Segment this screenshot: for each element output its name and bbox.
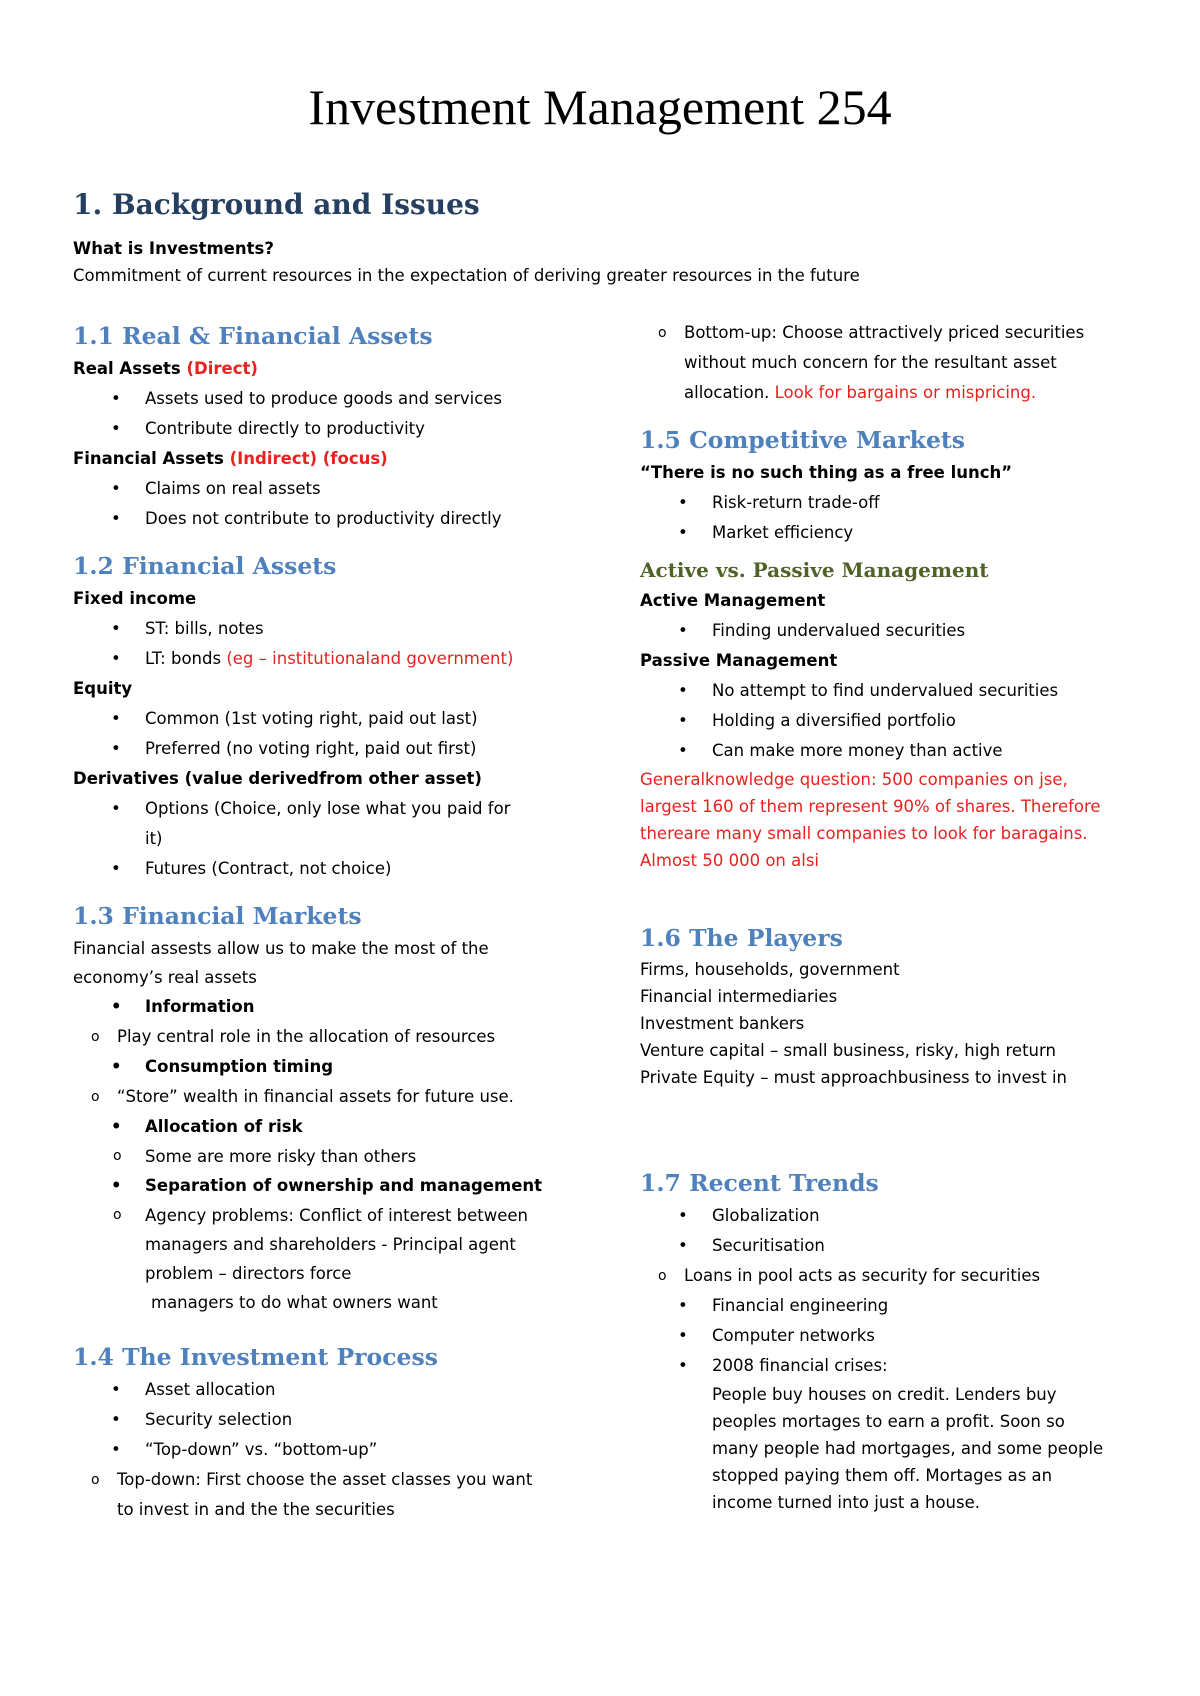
section-heading: 1.2 Financial Assets <box>73 552 337 580</box>
sub-list-item: o Agency problems: Conflict of interest between managers and shareholders - Principal agent problem – directors force <box>73 1201 555 1288</box>
list-item: • Preferred (no voting right, paid out first) <box>73 734 593 764</box>
equity-label: Equity <box>73 679 133 698</box>
list-item: • Risk-return trade-off <box>640 488 1140 518</box>
sub-list-item: o Top-down: First choose the asset classes you want to invest in and the the securities <box>73 1465 537 1525</box>
list-item: • Can make more money than active <box>640 736 1140 766</box>
section-heading: 1.7 Recent Trends <box>640 1169 879 1197</box>
list-item: • Common (1st voting right, paid out last) <box>73 704 593 734</box>
list-item: • Allocation of risk <box>73 1112 593 1142</box>
list-item: • Separation of ownership and management <box>73 1171 593 1201</box>
list-item: • Options (Choice, only lose what you paid for it) <box>73 794 515 854</box>
intro-question: What is Investments? <box>73 239 274 258</box>
section-intro: Financial assests allow us to make the most of the economy’s real assets <box>73 939 489 987</box>
main-heading: 1. Background and Issues <box>73 188 480 221</box>
text-line: Financial intermediaries <box>640 987 838 1006</box>
item-text: LT: bonds <box>145 649 227 668</box>
crisis-text: People buy houses on credit. Lenders buy peoples mortages to earn a profit. Soon so many people had mortgages, and some people stopped paying them off. Mortages as an income turned into just a house. <box>712 1385 1104 1512</box>
label-text: Real Assets <box>73 359 187 378</box>
list-item: • Consumption timing <box>73 1052 593 1082</box>
real-assets-tag: (Direct) <box>186 359 258 378</box>
passive-label: Passive Management <box>640 651 838 670</box>
section-quote: “There is no such thing as a free lunch” <box>640 463 1013 482</box>
list-item: • No attempt to find undervalued securities <box>640 676 1140 706</box>
derivatives-label: Derivatives (value derivedfrom other asset) <box>73 769 482 788</box>
active-label: Active Management <box>640 591 826 610</box>
section-heading: 1.5 Competitive Markets <box>640 426 965 454</box>
list-item <box>73 644 593 674</box>
list-item: • Securitisation <box>640 1231 1140 1261</box>
right-column <box>640 318 1140 1516</box>
sub-list-item: o Play central role in the allocation of resources <box>73 1022 593 1052</box>
intro <box>73 236 1133 290</box>
sub-list-item: o Loans in pool acts as security for securities <box>640 1261 1140 1291</box>
intro-answer: Commitment of current resources in the expectation of deriving greater resources in the future <box>73 266 860 285</box>
list-item: • Information <box>73 992 593 1022</box>
section-1-5 <box>640 422 1140 548</box>
list-item: • Asset allocation <box>73 1375 593 1405</box>
section-1-3 <box>73 898 593 1317</box>
subsection-heading: Active vs. Passive Management <box>640 558 989 582</box>
note-text: Generalknowledge question: 500 companies on jse, largest 160 of them represent 90% of shares. Therefore thereare many small companies to look for baragains. Almost 50 000 on alsi <box>640 770 1101 870</box>
financial-assets-tag: (Indirect) (focus) <box>229 449 388 468</box>
list-item: • “Top-down” vs. “bottom-up” <box>73 1435 593 1465</box>
list-item: • Security selection <box>73 1405 593 1435</box>
section-1-6 <box>640 920 1140 1091</box>
section-heading: 1.6 The Players <box>640 924 843 952</box>
list-item: • Financial engineering <box>640 1291 1140 1321</box>
label-text: Financial Assets <box>73 449 230 468</box>
text-line: Investment bankers <box>640 1014 805 1033</box>
item-text: Bottom-up: Choose attractively priced securities without much concern for the resultant asset allocation. <box>684 323 1085 402</box>
section-heading: 1.1 Real & Financial Assets <box>73 322 433 350</box>
list-item: • Contribute directly to productivity <box>73 414 593 444</box>
fixed-income-label: Fixed income <box>73 589 197 608</box>
sub-list-item: o “Store” wealth in financial assets for future use. <box>73 1082 593 1112</box>
financial-assets-label <box>73 444 593 474</box>
section-heading: 1.3 Financial Markets <box>73 902 362 930</box>
list-item: • Assets used to produce goods and services <box>73 384 593 414</box>
list-item: • Computer networks <box>640 1321 1140 1351</box>
real-assets-label <box>73 354 593 384</box>
text-line: Venture capital – small business, risky, high return <box>640 1041 1056 1060</box>
list-item: • Futures (Contract, not choice) <box>73 854 593 884</box>
item-tag: (eg – institutionaland government) <box>226 649 514 668</box>
sub-list-item: o Some are more risky than others <box>73 1142 593 1171</box>
list-item: • Globalization <box>640 1201 1140 1231</box>
active-passive-section <box>640 554 1140 874</box>
section-1-7 <box>640 1165 1140 1516</box>
section-1-2 <box>73 548 593 884</box>
list-item: • Claims on real assets <box>73 474 593 504</box>
section-heading: 1.4 The Investment Process <box>73 1343 438 1371</box>
list-item: • Does not contribute to productivity directly <box>73 504 593 534</box>
page-title: Investment Management 254 <box>308 79 892 135</box>
section-1-1 <box>73 318 593 534</box>
list-item: • ST: bills, notes <box>73 614 593 644</box>
list-item: • Market efficiency <box>640 518 1140 548</box>
text-line: Firms, households, government <box>640 960 900 979</box>
list-item: • Finding undervalued securities <box>640 616 1140 646</box>
left-column <box>73 318 593 1525</box>
section-1-4 <box>73 1339 593 1525</box>
sub-list-continuation: managers to do what owners want <box>151 1293 438 1312</box>
list-item: • 2008 financial crises: <box>640 1351 1140 1381</box>
sub-list-item <box>640 318 1114 408</box>
text-line: Private Equity – must approachbusiness to invest in <box>640 1068 1068 1087</box>
list-item: • Holding a diversified portfolio <box>640 706 1140 736</box>
item-highlight: Look for bargains or mispricing. <box>774 383 1037 402</box>
